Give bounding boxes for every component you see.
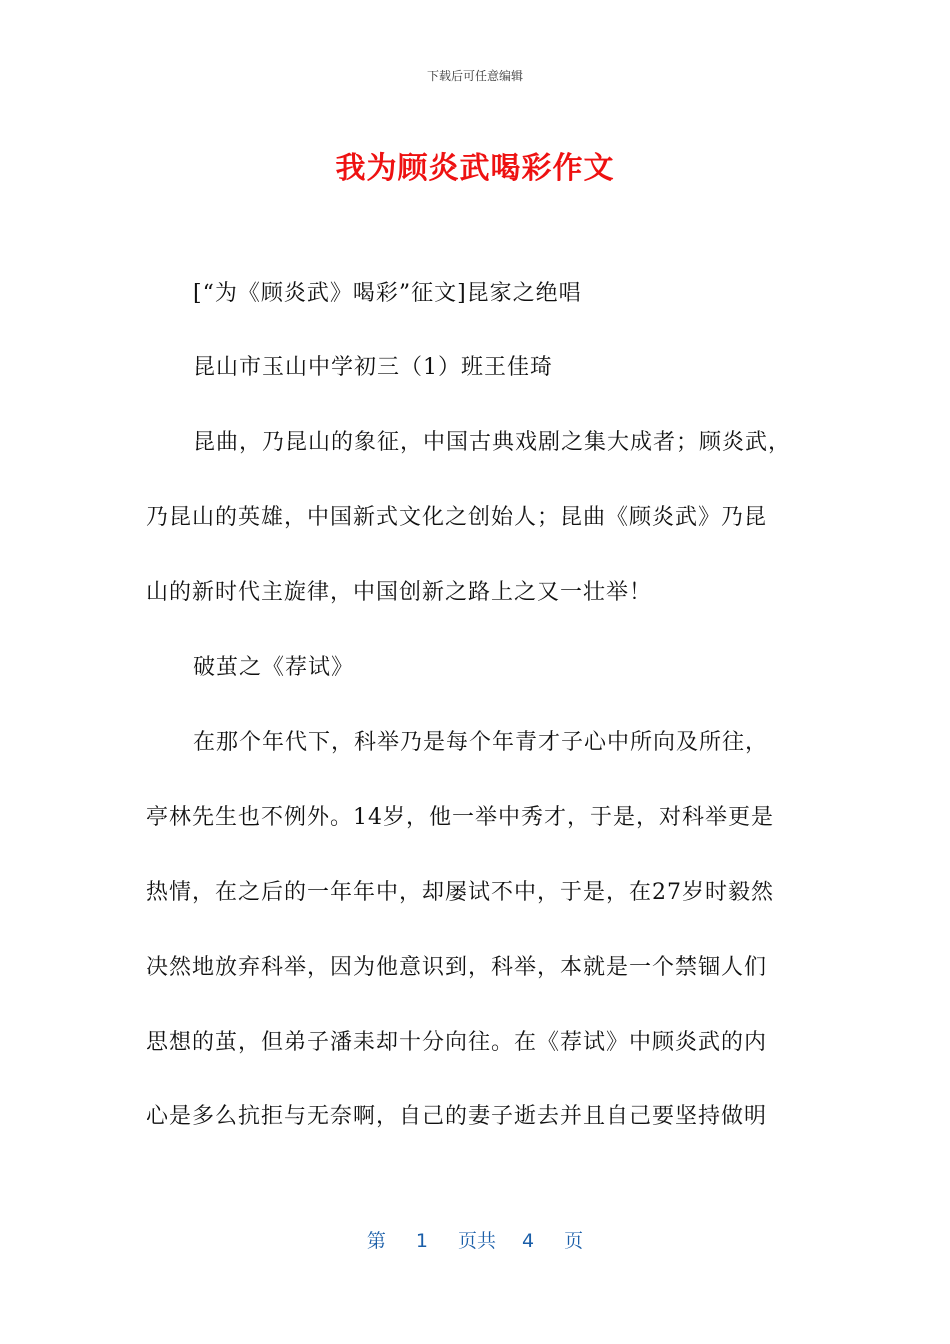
paragraph-line: 昆曲，乃昆山的象征，中国古典戏剧之集大成者；顾炎武，: [193, 430, 792, 455]
paragraph-line: 热情，在之后的一年年中，却屡试不中，于是，在27岁时毅然: [146, 880, 774, 905]
page-prefix: 第: [366, 1230, 386, 1252]
paragraph-line: 乃昆山的英雄，中国新式文化之创始人；昆曲《顾炎武》乃昆: [146, 505, 768, 530]
header-note: 下载后可任意编辑: [426, 69, 523, 83]
page-mid: 页共: [457, 1230, 496, 1252]
paragraph-line: 亭林先生也不例外。14岁，他一举中秀才，于是，对科举更是: [146, 805, 774, 830]
paragraph-line: 决然地放弃科举，因为他意识到，科举，本就是一个禁锢人们: [146, 955, 768, 980]
paragraph-line: 思想的茧，但弟子潘耒却十分向往。在《荐试》中顾炎武的内: [146, 1030, 768, 1055]
total-pages: 4: [522, 1230, 535, 1252]
page-footer: [0, 1226, 950, 1253]
page-number: 1: [415, 1230, 428, 1252]
paragraph-line: 在那个年代下，科举乃是每个年青才子心中所向及所往，: [193, 730, 769, 755]
paragraph-line: 山的新时代主旋律，中国创新之路上之又一壮举！: [146, 580, 653, 605]
paragraph-line: 心是多么抗拒与无奈啊，自己的妻子逝去并且自己要坚持做明: [146, 1104, 768, 1129]
section-heading: 破茧之《荐试》: [193, 655, 355, 680]
paragraph-line: [“为《顾炎武》喝彩”征文]昆家之绝唱: [193, 281, 582, 306]
document-title: 我为顾炎武喝彩作文: [335, 151, 615, 186]
paragraph-line: 昆山市玉山中学初三（1）班王佳琦: [193, 355, 553, 380]
page-suffix: 页: [564, 1230, 584, 1252]
